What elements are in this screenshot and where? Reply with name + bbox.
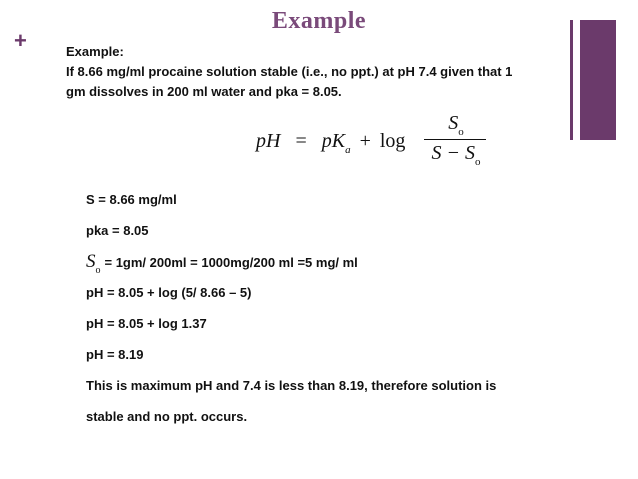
formula-lhs: pH	[256, 130, 281, 152]
so-text: = 1gm/ 200ml = 1000mg/200 ml =5 mg/ ml	[104, 255, 358, 270]
formula-den-sub: o	[475, 156, 481, 168]
step-s: S = 8.66 mg/ml	[86, 192, 177, 207]
step-ph-1: pH = 8.05 + log (5/ 8.66 – 5)	[86, 285, 252, 300]
formula-fraction	[422, 112, 490, 174]
solution-steps	[86, 188, 606, 436]
formula-pk-sub: a	[345, 144, 351, 156]
formula-numerator	[422, 112, 490, 138]
plus-icon: +	[14, 28, 27, 53]
conclusion-line-2: stable and no ppt. occurs.	[86, 409, 248, 424]
accent-bar-thin	[570, 20, 573, 140]
intro-line-2: gm dissolves in 200 ml water and pka = 8.05.	[66, 84, 342, 99]
fraction-line	[424, 139, 486, 140]
formula-num-symbol: S	[448, 112, 459, 134]
conclusion-line-1: This is maximum pH and 7.4 is less than 8.19, therefore solution is	[86, 378, 497, 393]
step-pka: pka = 8.05	[86, 223, 149, 238]
so-subscript: o	[95, 265, 101, 276]
step-ph-3: pH = 8.19	[86, 347, 144, 362]
henderson-formula	[256, 112, 496, 174]
formula-num-sub: o	[458, 126, 464, 138]
formula-denominator	[422, 142, 490, 168]
intro-line-1: If 8.66 mg/ml procaine solution stable (i.e., no ppt.) at pH 7.4 given that 1	[66, 64, 513, 79]
formula-log: log	[379, 130, 406, 152]
formula-plus: +	[359, 130, 371, 152]
slide-title: Example	[271, 8, 367, 34]
step-ph-2: pH = 8.05 + log 1.37	[86, 316, 207, 331]
so-symbol	[86, 251, 101, 276]
formula-equals: =	[295, 130, 307, 152]
so-letter: S	[86, 251, 96, 272]
formula-pk: pK	[321, 130, 346, 152]
formula-left-side	[256, 130, 405, 156]
formula-den-text: S − S	[431, 142, 475, 164]
intro-label: Example:	[66, 44, 124, 59]
accent-bar-thick	[580, 20, 616, 140]
step-so	[86, 250, 606, 281]
intro-text	[66, 42, 566, 102]
